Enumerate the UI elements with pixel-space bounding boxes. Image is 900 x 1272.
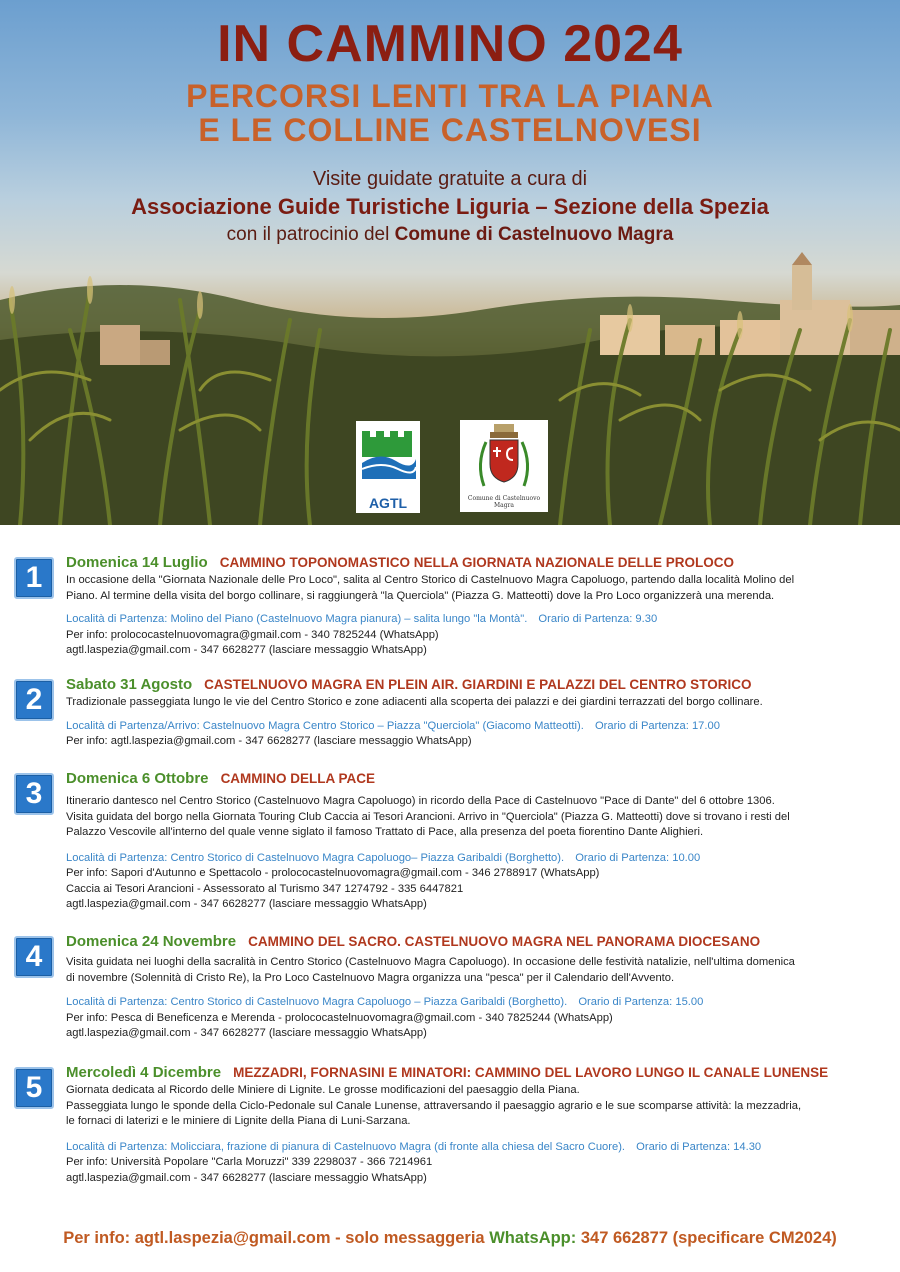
event-description-line: Visita guidata nei luoghi della sacralità in Centro Storico (Castelnuovo Magra Capoluogo). In occasione delle festività natalizie, nell'ultima domenica bbox=[66, 956, 795, 968]
event-date: Domenica 24 Novembre bbox=[66, 933, 237, 950]
event-description-line: Passeggiata lungo le sponde della Ciclo-Pedonale sul Canale Lunense, attraversando il paesaggio agrario e le sue scomparse attività: la mezzadria, bbox=[66, 1099, 802, 1112]
event-location: Località di Partenza: Molicciara, frazione di pianura di Castelnuovo Magra (di fronte alla chiesa del Sacro Cuore). bbox=[66, 1140, 626, 1153]
event-title: CASTELNUOVO MAGRA EN PLEIN AIR. GIARDINI E PALAZZI DEL CENTRO STORICO bbox=[204, 677, 752, 692]
footer-prefix: Per info: agtl.laspezia@gmail.com - solo messaggeria bbox=[63, 1229, 490, 1247]
event-location: Località di Partenza/Arrivo: Castelnuovo Magra Centro Storico – Piazza "Querciola" (Giacomo Matteotti). bbox=[66, 719, 584, 732]
event-time: Orario di Partenza: 17.00 bbox=[594, 719, 720, 732]
patronage-line bbox=[0, 224, 900, 246]
subtitle-line-2: E LE COLLINE CASTELNOVESI bbox=[198, 112, 702, 148]
agtl-logo bbox=[356, 421, 420, 513]
event-description-line: Piano. Al termine della visita del borgo collinare, si raggiungerà "la Querciola" (Piazza G. Matteotti) dove la Pro Loco organizzerà una merenda. bbox=[66, 589, 775, 602]
event-description-line: di novembre (Solennità di Cristo Re), la Pro Loco Castelnuovo Magra organizza una "pesca" per il Calendario dell'Avvento. bbox=[66, 971, 675, 984]
event-info-line: Caccia ai Tesori Arancioni - Assessorato al Turismo 347 1274792 - 335 6447821 bbox=[66, 882, 464, 895]
event-description-line: Itinerario dantesco nel Centro Storico (Castelnuovo Magra Capoluogo) in ricordo della Pace di Castelnuovo "Pace di Dante" del 6 ottobre 1306. bbox=[66, 795, 775, 807]
agtl-label: AGTL bbox=[368, 495, 408, 511]
event-info-line: agtl.laspezia@gmail.com - 347 6628277 (lasciare messaggio WhatsApp) bbox=[66, 1027, 427, 1039]
patronage-entity: Comune di Castelnuovo Magra bbox=[394, 224, 674, 245]
event-time: Orario di Partenza: 10.00 bbox=[575, 851, 701, 864]
subtitle-line-1: PERCORSI LENTI TRA LA PIANA bbox=[186, 78, 714, 114]
intro-line: Visite guidate gratuite a cura di bbox=[312, 168, 588, 190]
event-description-line: Visita guidata del borgo nella Giornata Touring Club Caccia ai Tesori Arancioni. Arrivo in "Querciola" (Piazza G. Matteotti) dove si trovano i resti del bbox=[66, 810, 790, 823]
event-description-line: le fornaci di laterizi e le miniere di Lignite della Piana di Luni-Sarzana. bbox=[66, 1115, 411, 1127]
event-title: CAMMINO DEL SACRO. CASTELNUOVO MAGRA NEL PANORAMA DIOCESANO bbox=[248, 934, 761, 949]
event-location: Località di Partenza: Centro Storico di Castelnuovo Magra Capoluogo– Piazza Garibaldi (Borghetto). bbox=[66, 851, 565, 864]
event-description-line: In occasione della "Giornata Nazionale delle Pro Loco", salita al Centro Storico di Castelnuovo Magra Capoluogo, partendo dalla località Molino del bbox=[66, 574, 795, 586]
comune-label: Comune di Castelnuovo Magra bbox=[467, 495, 541, 509]
event-date: Sabato 31 Agosto bbox=[66, 676, 193, 693]
event-number-badge: 2 bbox=[14, 679, 54, 721]
event-description-line: Tradizionale passeggiata lungo le vie del Centro Storico e zone adiacenti alla scoperta dei palazzi e dei giardini terrazzati del borgo collinare. bbox=[66, 696, 763, 708]
tower-mountain-icon bbox=[356, 421, 420, 491]
event-title: CAMMINO DELLA PACE bbox=[220, 771, 376, 786]
event-number-badge: 3 bbox=[14, 773, 54, 815]
event-info-line: agtl.laspezia@gmail.com - 347 6628277 (lasciare messaggio WhatsApp) bbox=[66, 644, 427, 656]
event-info-line: Per info: agtl.laspezia@gmail.com - 347 6628277 (lasciare messaggio WhatsApp) bbox=[66, 735, 472, 747]
event-number-badge: 5 bbox=[14, 1067, 54, 1109]
event-info-line: Per info: Università Popolare "Carla Moruzzi" 339 2298037 - 366 7214961 bbox=[66, 1156, 433, 1168]
event-info-line: agtl.laspezia@gmail.com - 347 6628277 (lasciare messaggio WhatsApp) bbox=[66, 1171, 427, 1184]
footer-suffix: 347 662877 (specificare CM2024) bbox=[576, 1229, 837, 1247]
event-number-badge: 4 bbox=[14, 936, 54, 978]
event-info-line: Per info: prolococastelnuovomagra@gmail.com - 340 7825244 (WhatsApp) bbox=[66, 628, 439, 641]
event-description-line: Giornata dedicata al Ricordo delle Miniere di Lignite. Le grosse modificazioni del paesaggio della Piana. bbox=[66, 1084, 580, 1096]
event-location: Località di Partenza: Molino del Piano (Castelnuovo Magra pianura) – salita lungo "la Montà". bbox=[66, 613, 528, 625]
event-description-line: Palazzo Vescovile all'interno del quale venne siglato il famoso Trattato di Pace, alla presenza del poeta fiorentino Dante Alighieri. bbox=[66, 826, 704, 838]
event-location: Località di Partenza: Centro Storico di Castelnuovo Magra Capoluogo – Piazza Garibaldi (Borghetto). bbox=[66, 996, 568, 1008]
event-info-line: agtl.laspezia@gmail.com - 347 6628277 (lasciare messaggio WhatsApp) bbox=[66, 898, 427, 910]
footer-whatsapp: WhatsApp: bbox=[489, 1229, 577, 1247]
event-time: Orario di Partenza: 9.30 bbox=[538, 613, 658, 625]
footer-contact bbox=[0, 1229, 900, 1248]
coat-of-arms-icon bbox=[460, 420, 548, 500]
hero-banner bbox=[0, 0, 900, 525]
event-date: Domenica 6 Ottobre bbox=[66, 770, 209, 787]
patronage-prefix: con il patrocinio del bbox=[226, 224, 390, 245]
event-time: Orario di Partenza: 15.00 bbox=[578, 996, 704, 1008]
event-number-badge: 1 bbox=[14, 557, 54, 599]
event-title: CAMMINO TOPONOMASTICO NELLA GIORNATA NAZIONALE DELLE PROLOCO bbox=[219, 555, 734, 570]
event-info-line: Per info: Sapori d'Autunno e Spettacolo - prolococastelnuovomagra@gmail.com - 346 2788917 (WhatsApp) bbox=[66, 867, 600, 879]
comune-logo bbox=[460, 420, 548, 512]
page-title: IN CAMMINO 2024 bbox=[217, 15, 683, 73]
event-title: MEZZADRI, FORNASINI E MINATORI: CAMMINO DEL LAVORO LUNGO IL CANALE LUNENSE bbox=[233, 1065, 829, 1080]
event-info-line: Per info: Pesca di Beneficenza e Merenda - prolococastelnuovomagra@gmail.com - 340 7825244 (WhatsApp) bbox=[66, 1011, 613, 1024]
event-time: Orario di Partenza: 14.30 bbox=[636, 1140, 762, 1153]
event-date: Mercoledì 4 Dicembre bbox=[66, 1064, 222, 1081]
association-name: Associazione Guide Turistiche Liguria – Sezione della Spezia bbox=[131, 194, 769, 219]
event-date: Domenica 14 Luglio bbox=[66, 554, 208, 571]
